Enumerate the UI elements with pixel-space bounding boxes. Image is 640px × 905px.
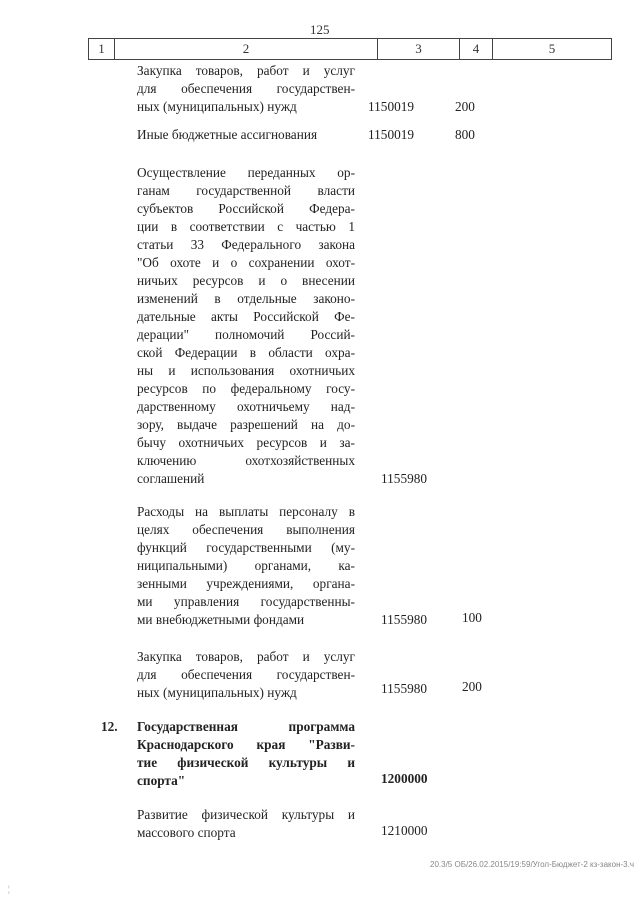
row-description: Закупка товаров, работ и услуг для обеспечения государствен- ных (муниципальных) нужд xyxy=(137,649,355,700)
program-number: 12. xyxy=(101,719,118,734)
row-code: 1200000 xyxy=(381,771,428,786)
row-type: 800 xyxy=(455,127,475,142)
row-code: 1155980 xyxy=(381,681,428,696)
row-type: 200 xyxy=(462,679,482,694)
row-description: Развитие физической культуры и массового спорта xyxy=(137,807,355,840)
row-code: 1155980 xyxy=(381,471,428,486)
header-col-5: 5 xyxy=(548,41,556,56)
row-type: 200 xyxy=(455,99,475,114)
row-description: Закупка товаров, работ и услуг для обеспечения государствен- ных (муниципальных) нужд xyxy=(137,63,355,114)
header-col-1: 1 xyxy=(98,41,105,56)
row-code: 1150019 xyxy=(368,127,415,142)
row-description: Осуществление переданных ор- ганам государственной власти субъектов Российской Федера- ции в соответствии с частью 1 статьи 33 Федерального закона "Об охоте и о сохранении охот- ничьих ресурсов и о внесении изменений в отдельные законо- дательные акты Российской Фе- дерации" полномочий Россий- ской Федерации в области охра- ны и использования охотничьих ресурсов по федеральному госу- дарственному охотничьему над- зору, выдаче разрешений на до- бычу охотничьих ресурсов и за- ключению охотхозяйственных соглашений xyxy=(137,165,355,486)
document-footer: 20.3/5 ОБ/26.02.2015/19:59/Угол-Бюджет-2 кз-закон-3.ч xyxy=(430,860,635,869)
row-type: 100 xyxy=(462,610,482,625)
row-code: 1150019 xyxy=(368,99,415,114)
header-col-4: 4 xyxy=(472,41,480,56)
row-code: 1210000 xyxy=(381,823,428,838)
scan-mark: ¦ xyxy=(8,884,10,894)
row-description: Иные бюджетные ассигнования xyxy=(137,127,318,142)
page-number: 125 xyxy=(310,22,330,37)
row-description: Государственная программа Краснодарского края "Разви- тие физической культуры и спорта" xyxy=(137,719,355,788)
row-code: 1155980 xyxy=(381,612,428,627)
header-col-2: 2 xyxy=(242,41,250,56)
header-col-3: 3 xyxy=(415,41,422,56)
row-description: Расходы на выплаты персоналу в целях обеспечения выполнения функций государственными (му- ниципальными) органами, ка- зенными учреждениями, органа- ми управления государственны- ми внебюджетными фондами xyxy=(137,504,355,627)
table-header xyxy=(88,38,612,60)
